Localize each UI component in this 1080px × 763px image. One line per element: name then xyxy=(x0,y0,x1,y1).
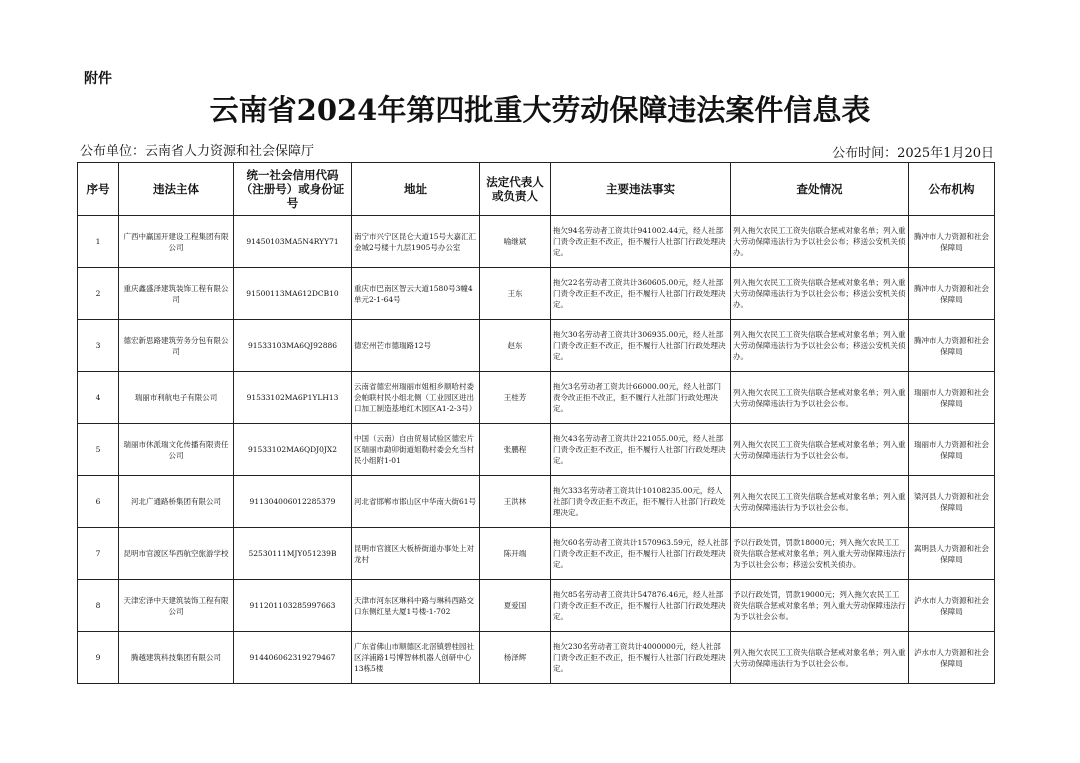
header-facts: 主要违法事实 xyxy=(551,163,731,216)
header-person: 法定代表人或负责人 xyxy=(480,163,551,216)
table-row xyxy=(78,268,995,320)
legal-representative: 王桂芳 xyxy=(480,372,551,424)
violation-facts: 拖欠333名劳动者工资共计10108235.00元，经人社部门责令改正拒不改正，拒不履行人社部门行政处理决定。 xyxy=(551,476,731,528)
handling-result: 列入拖欠农民工工资失信联合惩戒对象名单；列入重大劳动保障违法行为予以社会公布；移送公安机关侦办。 xyxy=(731,268,909,320)
attachment-label: 附件 xyxy=(84,71,112,87)
header-result: 查处情况 xyxy=(731,163,909,216)
publisher: 公布单位：云南省人力资源和社会保障厅 xyxy=(80,144,315,159)
credit-code: 91533102MA6QDJ0JX2 xyxy=(234,424,352,476)
handling-result: 列入拖欠农民工工资失信联合惩戒对象名单；列入重大劳动保障违法行为予以社会公布；移送公安机关侦办。 xyxy=(731,320,909,372)
address: 南宁市兴宁区昆仑大道15号大嘉汇汇金城2号楼十九层1905号办公室 xyxy=(352,216,480,268)
header-org: 公布机构 xyxy=(909,163,995,216)
handling-result: 列入拖欠农民工工资失信联合惩戒对象名单；列入重大劳动保障违法行为予以社会公布；移送公安机关侦办。 xyxy=(731,216,909,268)
violation-facts: 拖欠3名劳动者工资共计66000.00元，经人社部门责令改正拒不改正，拒不履行人社部门行政处理决定。 xyxy=(551,372,731,424)
violator-name: 瑞丽市利航电子有限公司 xyxy=(119,372,234,424)
violation-facts: 拖欠30名劳动者工资共计306935.00元，经人社部门责令改正拒不改正，拒不履行人社部门行政处理决定。 xyxy=(551,320,731,372)
publishing-agency: 腾冲市人力资源和社会保障局 xyxy=(909,320,995,372)
row-number: 7 xyxy=(78,528,119,580)
handling-result: 予以行政处罚，罚款19000元；列入拖欠农民工工资失信联合惩戒对象名单；列入重大劳动保障违法行为予以社会公布。 xyxy=(731,580,909,632)
case-table xyxy=(77,162,995,684)
legal-representative: 王东 xyxy=(480,268,551,320)
violation-facts: 拖欠85名劳动者工资共计547876.46元，经人社部门责令改正拒不改正，拒不履行人社部门行政处理决定。 xyxy=(551,580,731,632)
header-address: 地址 xyxy=(352,163,480,216)
credit-code: 52530111MJY051239B xyxy=(234,528,352,580)
header-no: 序号 xyxy=(78,163,119,216)
table-row xyxy=(78,632,995,684)
row-number: 8 xyxy=(78,580,119,632)
publishing-agency: 腾冲市人力资源和社会保障局 xyxy=(909,216,995,268)
publishing-agency: 腾冲市人力资源和社会保障局 xyxy=(909,268,995,320)
address: 重庆市巴南区智云大道1580号3幢4单元2-1-64号 xyxy=(352,268,480,320)
violation-facts: 拖欠43名劳动者工资共计221055.00元，经人社部门责令改正拒不改正，拒不履行人社部门行政处理决定。 xyxy=(551,424,731,476)
credit-code: 911304006012285379 xyxy=(234,476,352,528)
table-row xyxy=(78,216,995,268)
publishing-agency: 瑞丽市人力资源和社会保障局 xyxy=(909,424,995,476)
violator-name: 河北广通路桥集团有限公司 xyxy=(119,476,234,528)
legal-representative: 张鹏程 xyxy=(480,424,551,476)
row-number: 9 xyxy=(78,632,119,684)
document-title: 云南省2024年第四批重大劳动保障违法案件信息表 xyxy=(209,93,871,127)
legal-representative: 王洪林 xyxy=(480,476,551,528)
violator-name: 重庆鑫盛泽建筑装饰工程有限公司 xyxy=(119,268,234,320)
credit-code: 91120110328599766​3 xyxy=(234,580,352,632)
address: 河北省邯郸市邯山区中华南大街61号 xyxy=(352,476,480,528)
table-row xyxy=(78,320,995,372)
violator-name: 天津宏泽中天建筑装饰工程有限公司 xyxy=(119,580,234,632)
violation-facts: 拖欠60名劳动者工资共计1570963.59元，经人社部门责令改正拒不改正，拒不履行人社部门行政处理决定。 xyxy=(551,528,731,580)
address: 广东省佛山市顺德区北滘镇碧桂园社区洋浦路1号博智林机器人创研中心13栋5楼 xyxy=(352,632,480,684)
legal-representative: 赵东 xyxy=(480,320,551,372)
header-name: 违法主体 xyxy=(119,163,234,216)
header-code: 统一社会信用代码（注册号）或身份证号 xyxy=(234,163,352,216)
publish-time: 公布时间：2025年1月20日 xyxy=(832,146,994,161)
violator-name: 德宏新思路建筑劳务分包有限公司 xyxy=(119,320,234,372)
row-number: 5 xyxy=(78,424,119,476)
table-row xyxy=(78,528,995,580)
row-number: 2 xyxy=(78,268,119,320)
credit-code: 914406062319279467 xyxy=(234,632,352,684)
violator-name: 瑞丽市休派瑞文化传播有限责任公司 xyxy=(119,424,234,476)
violation-facts: 拖欠22名劳动者工资共计360605.00元，经人社部门责令改正拒不改正，拒不履行人社部门行政处理决定。 xyxy=(551,268,731,320)
handling-result: 列入拖欠农民工工资失信联合惩戒对象名单；列入重大劳动保障违法行为予以社会公布。 xyxy=(731,372,909,424)
table-row xyxy=(78,476,995,528)
violator-name: 昆明市官渡区华西航空旅游学校 xyxy=(119,528,234,580)
credit-code: 91533103MA6QJ92886 xyxy=(234,320,352,372)
publishing-agency: 梁河县人力资源和社会保障局 xyxy=(909,476,995,528)
violator-name: 腾越建筑科技集团有限公司 xyxy=(119,632,234,684)
publishing-agency: 瑞丽市人力资源和社会保障局 xyxy=(909,372,995,424)
violator-name: 广西中赢国开建设工程集团有限公司 xyxy=(119,216,234,268)
address: 天津市河东区琳科中路与琳科西路交口东侧红星大厦1号楼-1-702 xyxy=(352,580,480,632)
publishing-agency: 泸水市人力资源和社会保障局 xyxy=(909,580,995,632)
violation-facts: 拖欠230名劳动者工资共计4000000元，经人社部门责令改正拒不改正，拒不履行人社部门行政处理决定。 xyxy=(551,632,731,684)
handling-result: 列入拖欠农民工工资失信联合惩戒对象名单；列入重大劳动保障违法行为予以社会公布。 xyxy=(731,424,909,476)
credit-code: 91500113MA612DCB10 xyxy=(234,268,352,320)
legal-representative: 杨泽辉 xyxy=(480,632,551,684)
violation-facts: 拖欠94名劳动者工资共计941002.44元，经人社部门责令改正拒不改正，拒不履行人社部门行政处理决定。 xyxy=(551,216,731,268)
credit-code: 91450103MA5N4RYY71 xyxy=(234,216,352,268)
handling-result: 列入拖欠农民工工资失信联合惩戒对象名单；列入重大劳动保障违法行为予以社会公布。 xyxy=(731,632,909,684)
credit-code: 91533102MA6P1YLH13 xyxy=(234,372,352,424)
row-number: 4 xyxy=(78,372,119,424)
table-header-row xyxy=(78,163,995,216)
handling-result: 予以行政处罚，罚款18000元；列入拖欠农民工工资失信联合惩戒对象名单；列入重大劳动保障违法行为予以社会公布；移送公安机关侦办。 xyxy=(731,528,909,580)
address: 昆明市官渡区大板桥街道办事处上对龙村 xyxy=(352,528,480,580)
row-number: 1 xyxy=(78,216,119,268)
address: 中国（云南）自由贸易试验区德宏片区瑞丽市勐卯街道姐勒村委会允当村民小组附1-01 xyxy=(352,424,480,476)
address: 德宏州芒市德瑞路12号 xyxy=(352,320,480,372)
table-row xyxy=(78,580,995,632)
address: 云南省德宏州瑞丽市姐相乡顺哈村委会帕联村民小组北侧（工业园区进出口加工制造基地红木园区A1-2-3号） xyxy=(352,372,480,424)
publishing-agency: 泸水市人力资源和社会保障局 xyxy=(909,632,995,684)
legal-representative: 夏爱国 xyxy=(480,580,551,632)
handling-result: 列入拖欠农民工工资失信联合惩戒对象名单；列入重大劳动保障违法行为予以社会公布。 xyxy=(731,476,909,528)
row-number: 6 xyxy=(78,476,119,528)
legal-representative: 喻继斌 xyxy=(480,216,551,268)
publishing-agency: 嵩明县人力资源和社会保障局 xyxy=(909,528,995,580)
table-row xyxy=(78,424,995,476)
legal-representative: 陈开端 xyxy=(480,528,551,580)
row-number: 3 xyxy=(78,320,119,372)
table-row xyxy=(78,372,995,424)
